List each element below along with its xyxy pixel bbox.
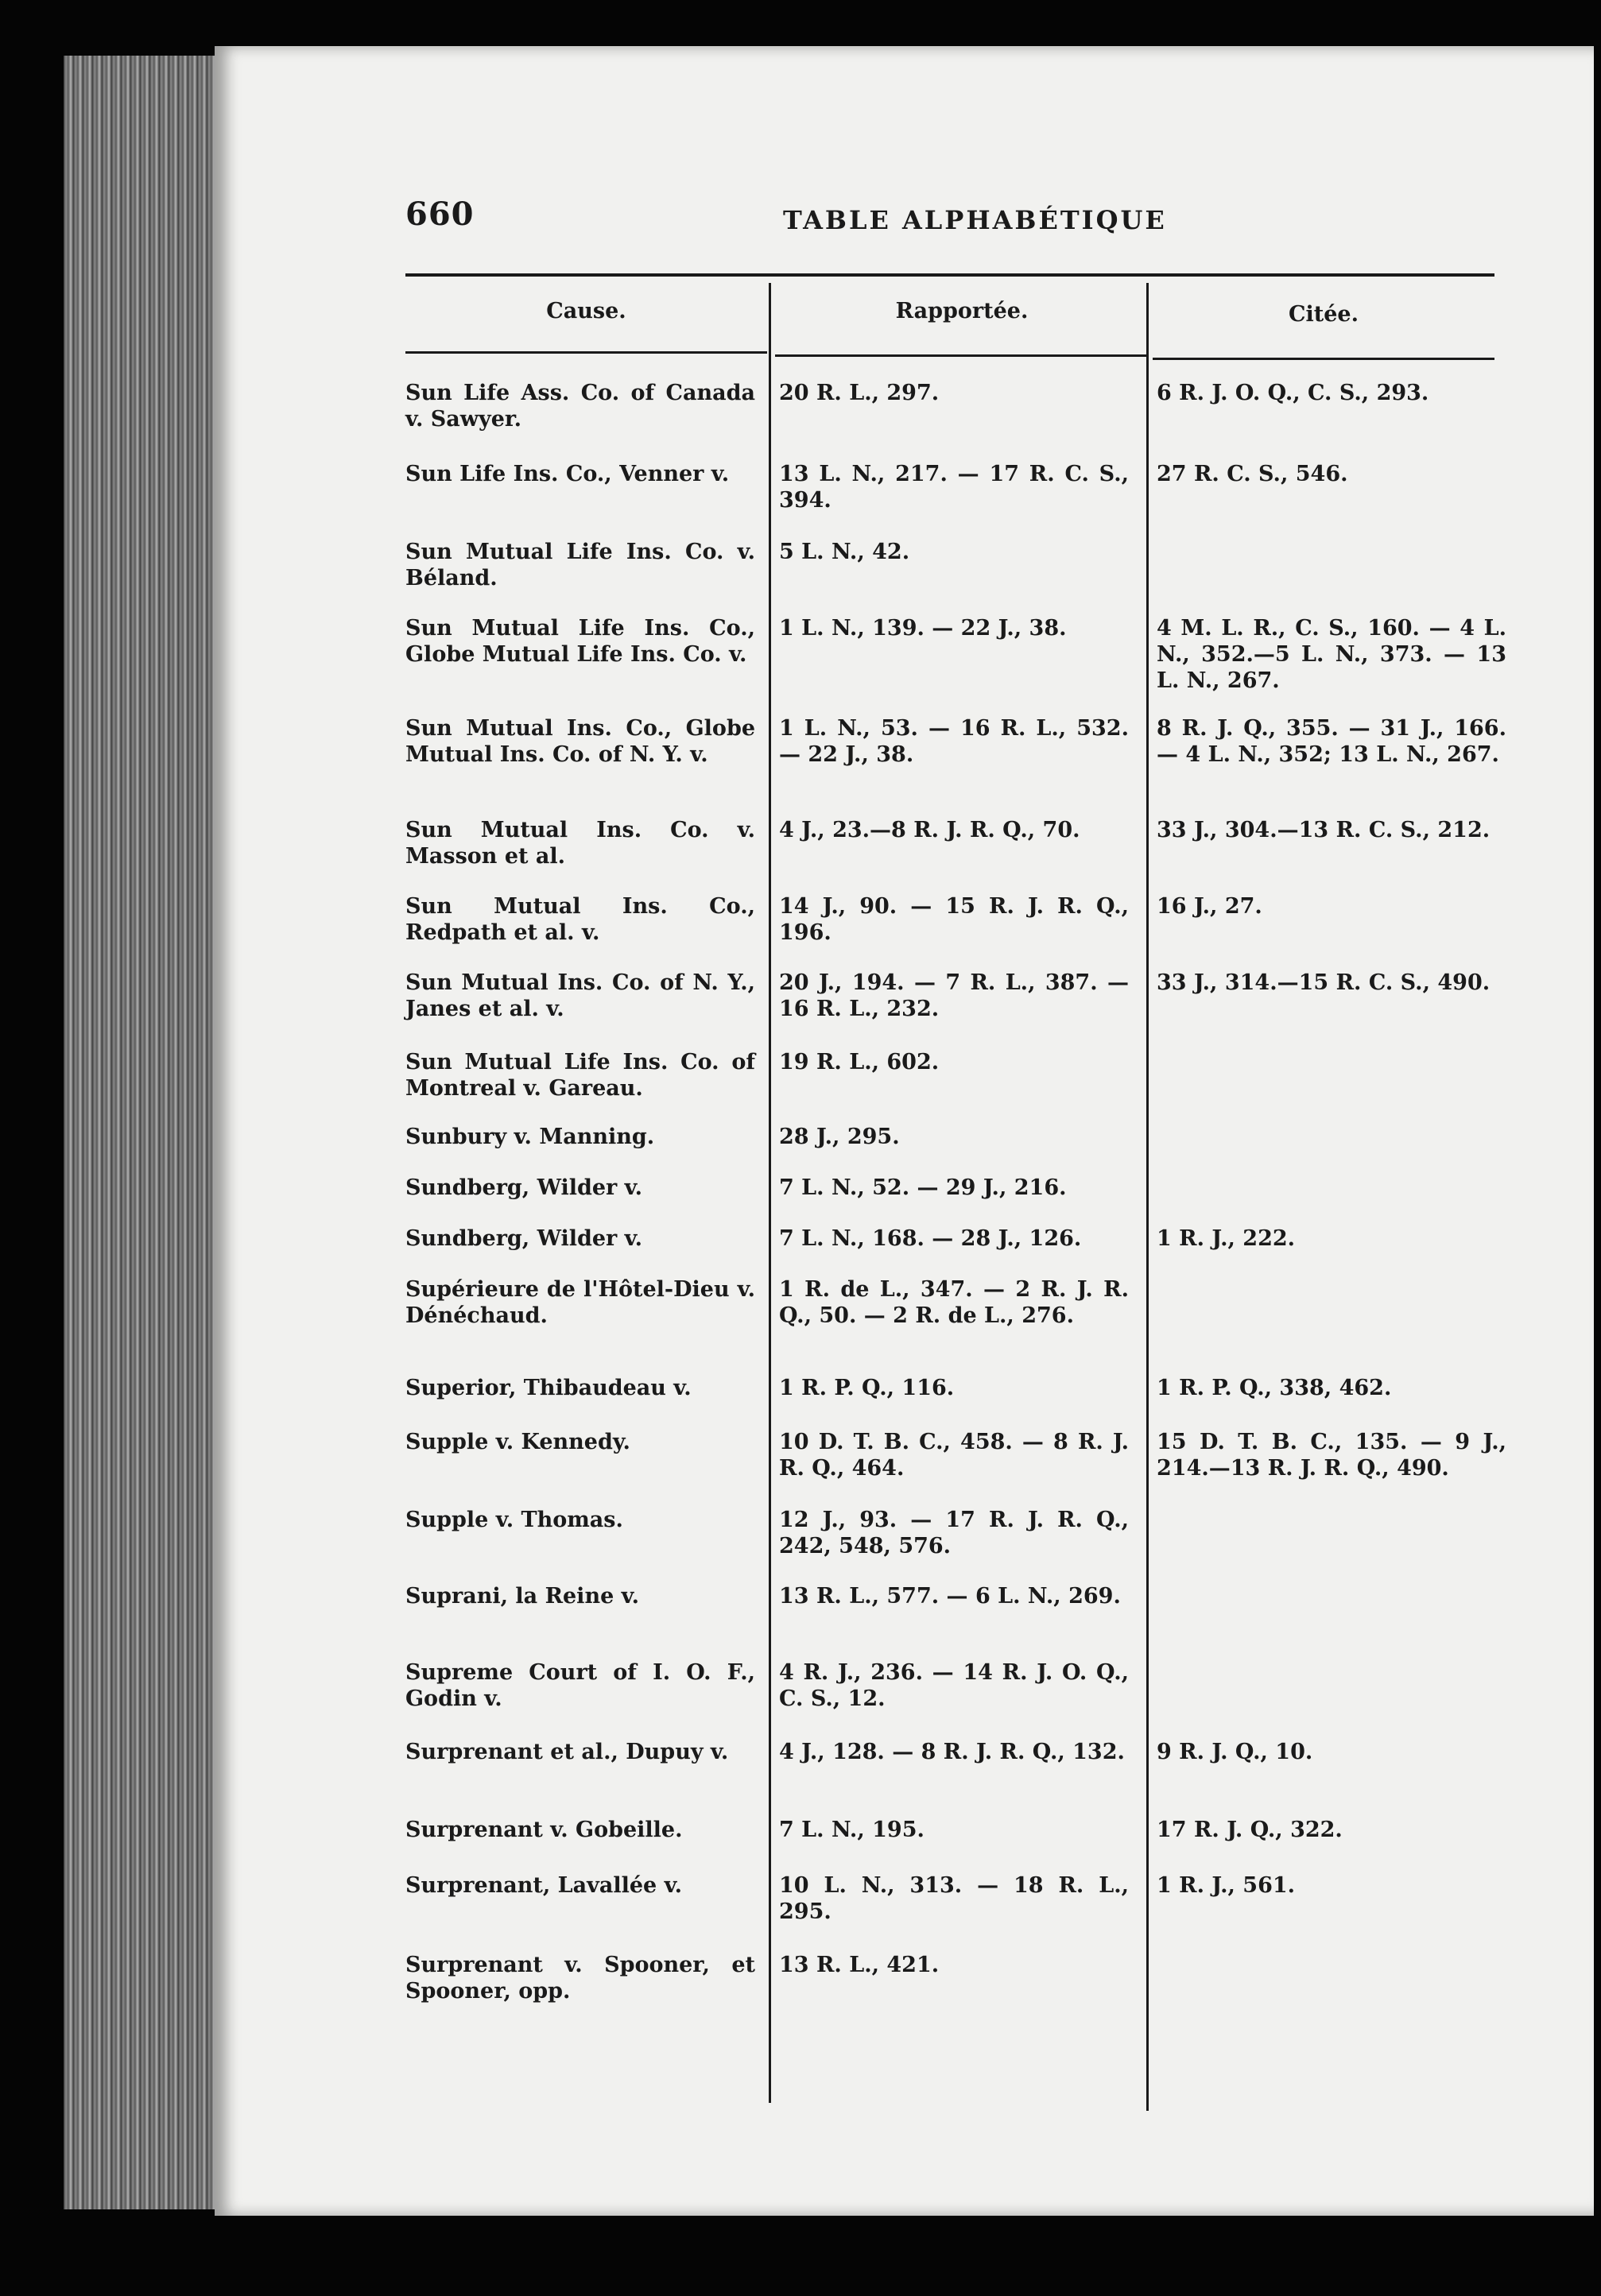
row-16-cause: Supple v. Thomas. [405,1508,623,1532]
row-19-citee: 9 R. J. Q., 10. [1157,1740,1313,1764]
row-7-citee: 16 J., 27. [1157,894,1262,919]
row-21-rapportee: 10 L. N., 313. — 18 R. L., 295. [779,1873,1129,1924]
row-14-citee: 1 R. P. Q., 338, 462. [1157,1376,1392,1400]
row-5-citee: 8 R. J. Q., 355. — 31 J., 166. — 4 L. N., 352; 13 L. N., 267. [1157,716,1506,767]
top-rule [405,273,1494,277]
row-21-citee: 1 R. J., 561. [1157,1873,1296,1898]
row-17-cause: Suprani, la Reine v. [405,1584,640,1609]
row-20-citee: 17 R. J. Q., 322. [1157,1818,1343,1842]
row-9-cause: Sun Mutual Life Ins. Co. of Montreal v. Gareau. [405,1050,755,1101]
page-number: 660 [405,196,475,233]
row-4-rapportee: 1 L. N., 139. — 22 J., 38. [779,616,1067,641]
row-13-cause: Supérieure de l'Hôtel-Dieu v. Dénéchaud. [405,1277,755,1328]
row-17-rapportee: 13 R. L., 577. — 6 L. N., 269. [779,1584,1121,1609]
page-edges [64,56,231,2209]
row-8-cause: Sun Mutual Ins. Co. of N. Y., Janes et al. v. [405,970,755,1021]
row-20-rapportee: 7 L. N., 195. [779,1818,925,1842]
row-6-citee: 33 J., 304.—13 R. C. S., 212. [1157,818,1491,842]
row-15-cause: Supple v. Kennedy. [405,1430,630,1454]
row-2-cause: Sun Life Ins. Co., Venner v. [405,462,730,486]
row-18-rapportee: 4 R. J., 236. — 14 R. J. O. Q., C. S., 12. [779,1660,1129,1711]
row-3-cause: Sun Mutual Life Ins. Co. v. Béland. [405,540,755,590]
column-header-citee: Citée. [1289,302,1359,327]
column-header-cause: Cause. [546,299,626,323]
row-1-rapportee: 20 R. L., 297. [779,381,940,405]
row-4-cause: Sun Mutual Life Ins. Co., Globe Mutual Life Ins. Co. v. [405,616,755,667]
row-13-rapportee: 1 R. de L., 347. — 2 R. J. R. Q., 50. — 2 R. de L., 276. [779,1277,1129,1328]
row-1-citee: 6 R. J. O. Q., C. S., 293. [1157,381,1429,405]
row-12-citee: 1 R. J., 222. [1157,1226,1296,1251]
row-2-citee: 27 R. C. S., 546. [1157,462,1348,486]
row-19-rapportee: 4 J., 128. — 8 R. J. R. Q., 132. [779,1740,1125,1764]
row-10-rapportee: 28 J., 295. [779,1125,900,1149]
header-rule-citee [1153,358,1494,360]
row-6-rapportee: 4 J., 23.—8 R. J. R. Q., 70. [779,818,1080,842]
row-15-citee: 15 D. T. B. C., 135. — 9 J., 214.—13 R. J. R. Q., 490. [1157,1430,1506,1481]
row-7-cause: Sun Mutual Ins. Co., Redpath et al. v. [405,894,755,945]
header-rule-rapportee [775,354,1147,357]
row-12-cause: Sundberg, Wilder v. [405,1226,643,1251]
row-7-rapportee: 14 J., 90. — 15 R. J. R. Q., 196. [779,894,1129,945]
row-10-cause: Sunbury v. Manning. [405,1125,655,1149]
column-divider-2 [1146,283,1149,2111]
row-2-rapportee: 13 L. N., 217. — 17 R. C. S., 394. [779,462,1129,513]
row-11-rapportee: 7 L. N., 52. — 29 J., 216. [779,1175,1067,1200]
page-title: TABLE ALPHABÉTIQUE [783,205,1167,235]
row-1-cause: Sun Life Ass. Co. of Canada v. Sawyer. [405,381,755,432]
book-page [215,46,1594,2216]
row-15-rapportee: 10 D. T. B. C., 458. — 8 R. J. R. Q., 464. [779,1430,1129,1481]
row-8-citee: 33 J., 314.—15 R. C. S., 490. [1157,970,1491,995]
row-8-rapportee: 20 J., 194. — 7 R. L., 387. — 16 R. L., 232. [779,970,1129,1021]
row-11-cause: Sundberg, Wilder v. [405,1175,643,1200]
row-21-cause: Surprenant, Lavallée v. [405,1873,682,1898]
header-rule-cause [405,351,767,354]
row-12-rapportee: 7 L. N., 168. — 28 J., 126. [779,1226,1082,1251]
row-14-rapportee: 1 R. P. Q., 116. [779,1376,955,1400]
row-9-rapportee: 19 R. L., 602. [779,1050,940,1074]
column-divider-1 [769,283,771,2103]
row-16-rapportee: 12 J., 93. — 17 R. J. R. Q., 242, 548, 576. [779,1508,1129,1558]
row-3-rapportee: 5 L. N., 42. [779,540,910,564]
row-4-citee: 4 M. L. R., C. S., 160. — 4 L. N., 352.—5 L. N., 373. — 13 L. N., 267. [1157,616,1506,693]
row-19-cause: Surprenant et al., Dupuy v. [405,1740,729,1764]
row-22-cause: Surprenant v. Spooner, et Spooner, opp. [405,1953,755,2004]
row-14-cause: Superior, Thibaudeau v. [405,1376,692,1400]
row-18-cause: Supreme Court of I. O. F., Godin v. [405,1660,755,1711]
row-22-rapportee: 13 R. L., 421. [779,1953,940,1977]
row-20-cause: Surprenant v. Gobeille. [405,1818,683,1842]
column-header-rapportee: Rapportée. [895,299,1029,323]
row-6-cause: Sun Mutual Ins. Co. v. Masson et al. [405,818,755,869]
row-5-rapportee: 1 L. N., 53. — 16 R. L., 532. — 22 J., 38. [779,716,1129,767]
row-5-cause: Sun Mutual Ins. Co., Globe Mutual Ins. Co. of N. Y. v. [405,716,755,767]
